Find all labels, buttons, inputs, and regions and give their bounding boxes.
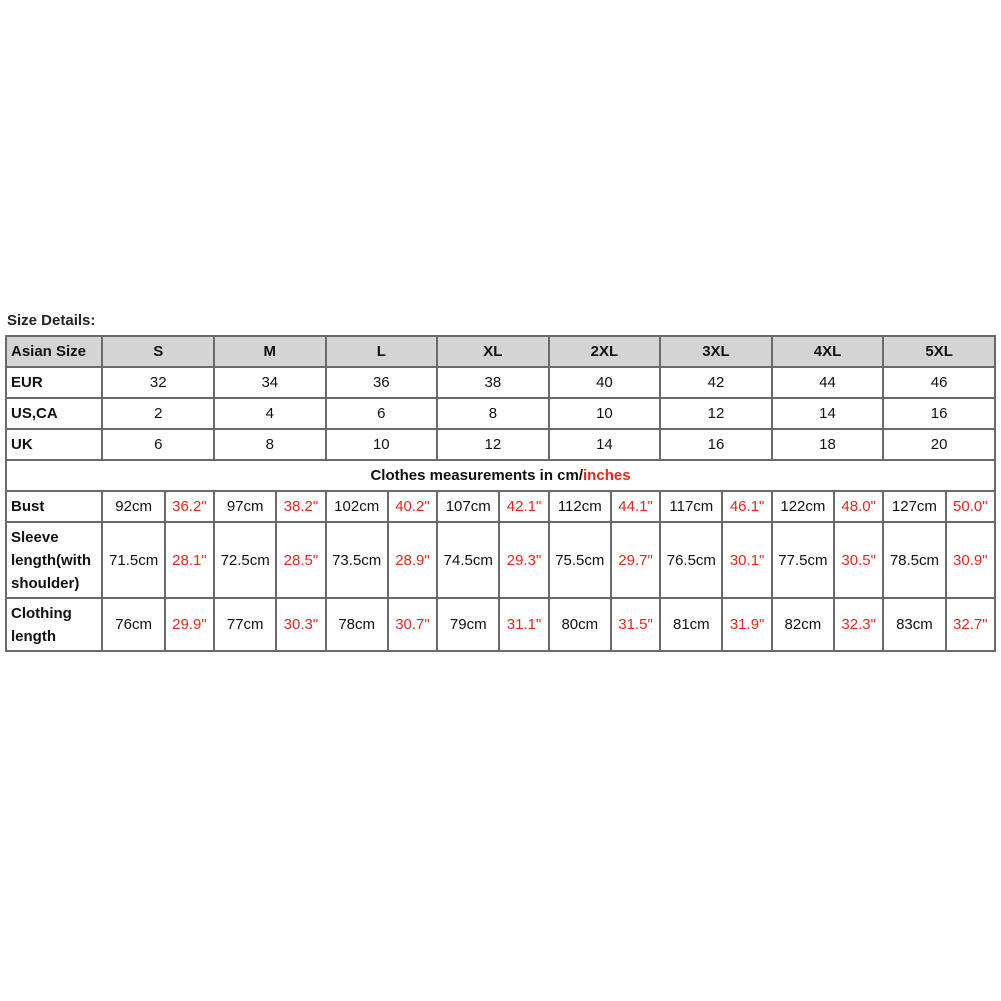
size-header: 3XL bbox=[660, 336, 772, 367]
measurement-label: Clothing length bbox=[6, 598, 102, 651]
inch-cell: 30.3" bbox=[276, 598, 325, 651]
cm-cell: 71.5cm bbox=[102, 522, 164, 598]
conversion-cell: 8 bbox=[214, 429, 326, 460]
inch-cell: 31.1" bbox=[499, 598, 548, 651]
conversion-cell: 12 bbox=[660, 398, 772, 429]
inch-cell: 30.5" bbox=[834, 522, 883, 598]
conversion-cell: 16 bbox=[883, 398, 995, 429]
cm-cell: 117cm bbox=[660, 491, 722, 522]
inch-cell: 46.1" bbox=[722, 491, 771, 522]
header-row bbox=[6, 336, 995, 367]
conversion-cell: 42 bbox=[660, 367, 772, 398]
conversion-cell: 14 bbox=[772, 398, 884, 429]
size-header: XL bbox=[437, 336, 549, 367]
inch-cell: 30.1" bbox=[722, 522, 771, 598]
inch-cell: 29.3" bbox=[499, 522, 548, 598]
conversion-cell: 8 bbox=[437, 398, 549, 429]
conversion-row bbox=[6, 367, 995, 398]
size-header: S bbox=[102, 336, 214, 367]
section-row bbox=[6, 460, 995, 491]
inch-cell: 32.7" bbox=[946, 598, 995, 651]
section-prefix: Clothes measurements in cm/ bbox=[370, 467, 584, 484]
inch-cell: 48.0" bbox=[834, 491, 883, 522]
measurement-label: Bust bbox=[6, 491, 102, 522]
size-header: 4XL bbox=[772, 336, 884, 367]
conversion-cell: 10 bbox=[326, 429, 438, 460]
section-heading bbox=[6, 460, 995, 491]
conversion-cell: 14 bbox=[549, 429, 661, 460]
size-header: L bbox=[326, 336, 438, 367]
inch-cell: 38.2" bbox=[276, 491, 325, 522]
cm-cell: 97cm bbox=[214, 491, 276, 522]
cm-cell: 76.5cm bbox=[660, 522, 722, 598]
row-label: US,CA bbox=[6, 398, 102, 429]
conversion-cell: 46 bbox=[883, 367, 995, 398]
measurement-row bbox=[6, 598, 995, 651]
cm-cell: 75.5cm bbox=[549, 522, 611, 598]
inch-cell: 44.1" bbox=[611, 491, 660, 522]
inch-cell: 32.3" bbox=[834, 598, 883, 651]
row-label: EUR bbox=[6, 367, 102, 398]
conversion-cell: 36 bbox=[326, 367, 438, 398]
conversion-cell: 38 bbox=[437, 367, 549, 398]
measurement-row bbox=[6, 522, 995, 598]
conversion-row bbox=[6, 429, 995, 460]
cm-cell: 80cm bbox=[549, 598, 611, 651]
conversion-cell: 4 bbox=[214, 398, 326, 429]
inch-cell: 30.9" bbox=[946, 522, 995, 598]
size-header: 5XL bbox=[883, 336, 995, 367]
cm-cell: 107cm bbox=[437, 491, 499, 522]
inch-cell: 28.5" bbox=[276, 522, 325, 598]
cm-cell: 78cm bbox=[326, 598, 388, 651]
cm-cell: 112cm bbox=[549, 491, 611, 522]
conversion-cell: 34 bbox=[214, 367, 326, 398]
inch-cell: 31.9" bbox=[722, 598, 771, 651]
cm-cell: 92cm bbox=[102, 491, 164, 522]
inch-cell: 36.2" bbox=[165, 491, 214, 522]
page-title: Size Details: bbox=[7, 312, 96, 329]
cm-cell: 77cm bbox=[214, 598, 276, 651]
conversion-cell: 44 bbox=[772, 367, 884, 398]
cm-cell: 76cm bbox=[102, 598, 164, 651]
cm-cell: 74.5cm bbox=[437, 522, 499, 598]
size-header: 2XL bbox=[549, 336, 661, 367]
measurement-label: Sleeve length(with shoulder) bbox=[6, 522, 102, 598]
conversion-cell: 40 bbox=[549, 367, 661, 398]
inch-cell: 29.9" bbox=[165, 598, 214, 651]
inch-cell: 28.9" bbox=[388, 522, 437, 598]
conversion-cell: 2 bbox=[102, 398, 214, 429]
inch-cell: 30.7" bbox=[388, 598, 437, 651]
size-table bbox=[5, 335, 996, 652]
section-highlight: inches bbox=[583, 467, 631, 484]
conversion-cell: 6 bbox=[102, 429, 214, 460]
cm-cell: 77.5cm bbox=[772, 522, 834, 598]
cm-cell: 82cm bbox=[772, 598, 834, 651]
conversion-cell: 16 bbox=[660, 429, 772, 460]
cm-cell: 78.5cm bbox=[883, 522, 945, 598]
cm-cell: 102cm bbox=[326, 491, 388, 522]
conversion-cell: 6 bbox=[326, 398, 438, 429]
size-header: M bbox=[214, 336, 326, 367]
header-label: Asian Size bbox=[6, 336, 102, 367]
cm-cell: 79cm bbox=[437, 598, 499, 651]
row-label: UK bbox=[6, 429, 102, 460]
inch-cell: 50.0" bbox=[946, 491, 995, 522]
cm-cell: 122cm bbox=[772, 491, 834, 522]
inch-cell: 28.1" bbox=[165, 522, 214, 598]
conversion-cell: 20 bbox=[883, 429, 995, 460]
cm-cell: 73.5cm bbox=[326, 522, 388, 598]
conversion-row bbox=[6, 398, 995, 429]
cm-cell: 72.5cm bbox=[214, 522, 276, 598]
measurement-row bbox=[6, 491, 995, 522]
conversion-cell: 18 bbox=[772, 429, 884, 460]
conversion-cell: 32 bbox=[102, 367, 214, 398]
cm-cell: 127cm bbox=[883, 491, 945, 522]
cm-cell: 83cm bbox=[883, 598, 945, 651]
inch-cell: 40.2" bbox=[388, 491, 437, 522]
inch-cell: 42.1" bbox=[499, 491, 548, 522]
inch-cell: 29.7" bbox=[611, 522, 660, 598]
conversion-cell: 10 bbox=[549, 398, 661, 429]
inch-cell: 31.5" bbox=[611, 598, 660, 651]
cm-cell: 81cm bbox=[660, 598, 722, 651]
conversion-cell: 12 bbox=[437, 429, 549, 460]
